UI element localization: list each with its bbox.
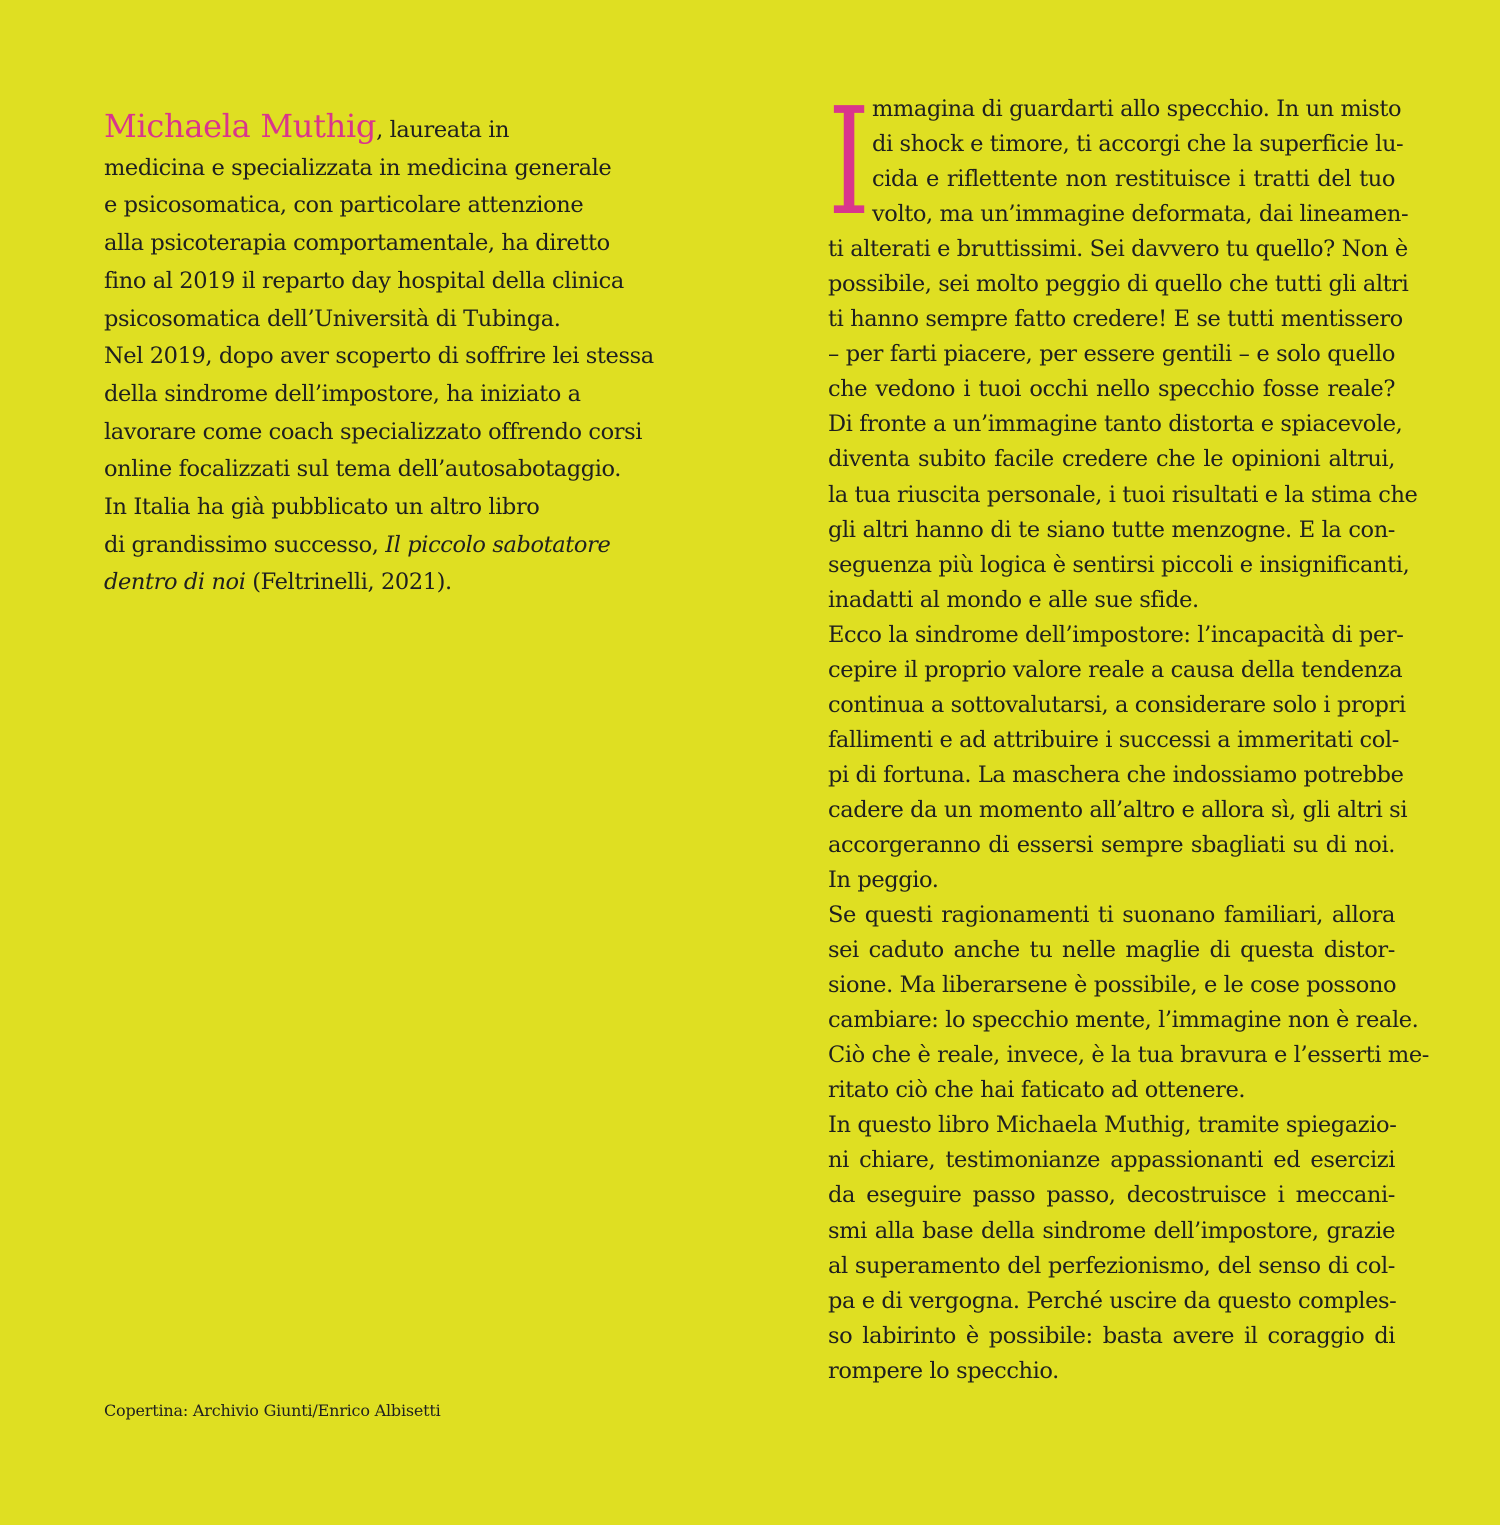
bio-line: Nel 2019, dopo aver scoperto di soffrire lei stessa [104,343,654,370]
bio-line: alla psicoterapia comportamentale, ha diretto [104,230,610,257]
book-title-cont: dentro di noi [104,569,246,596]
blurb-line: al superamento del perfezionismo, del senso di col- [828,1252,1395,1279]
blurb-line: gli altri hanno di te siano tutte menzogne. E la con- [828,516,1395,543]
blurb-line: seguenza più logica è sentirsi piccoli e insignificanti, [828,551,1410,578]
blurb-line: sione. Ma liberarsene è possibile, e le cose possono [828,972,1397,999]
blurb-line: smi alla base della sindrome dell’impostore, grazie [828,1217,1395,1244]
blurb-line: cepire il proprio valore reale a causa della tendenza [828,656,1403,683]
blurb-line: diventa subito facile credere che le opinioni altrui, [828,446,1395,473]
blurb-line: – per farti piacere, per essere gentili – e solo quello [828,341,1395,368]
book-title: Il piccolo sabotatore [385,531,611,558]
blurb-line: In peggio. [828,867,939,894]
blurb-line: cida e riflettente non restituisce i tratti del tuo [872,166,1395,193]
blurb-line: la tua riuscita personale, i tuoi risultati e la stima che [828,481,1418,508]
book-blurb [828,76,1429,1389]
blurb-line: Ecco la sindrome dell’impostore: l’incapacità di per- [828,621,1404,648]
blurb-line: ti hanno sempre fatto credere! E se tutti mentissero [828,306,1403,333]
bio-line: In Italia ha già pubblicato un altro libro [104,494,540,521]
bio-line: psicosomatica dell’Università di Tubinga. [104,305,561,332]
blurb-line: inadatti al mondo e alle sue sfide. [828,586,1199,613]
blurb-line: so labirinto è possibile: basta avere il coraggio di [828,1322,1395,1349]
blurb-line: pa e di vergogna. Perché uscire da questo comples- [828,1287,1397,1314]
blurb-line: Di fronte a un’immagine tanto distorta e spiacevole, [828,411,1403,438]
blurb-line: che vedono i tuoi occhi nello specchio fosse reale? [828,376,1395,403]
bio-line: online focalizzati sul tema dell’autosabotaggio. [104,456,622,483]
blurb-line: In questo libro Michaela Muthig, tramite spiegazio- [828,1112,1397,1139]
bio-line: di grandissimo successo, Il piccolo sabotatore [104,531,611,558]
blurb-line: da eseguire passo passo, decostruisce i meccani- [828,1182,1395,1209]
blurb-line: rompere lo specchio. [828,1357,1059,1384]
blurb-line: mmagina di guardarti allo specchio. In un misto [872,96,1402,122]
blurb-line: cambiare: lo specchio mente, l’immagine non è reale. [828,1007,1419,1034]
blurb-line: cadere da un momento all’altro e allora sì, gli altri si [828,796,1408,823]
author-bio [104,108,674,602]
blurb-line: sei caduto anche tu nelle maglie di questa distor- [828,937,1395,964]
author-name: Michaela Muthig [104,107,377,145]
blurb-line: Se questi ragionamenti ti suonano familiari, allora [828,902,1395,929]
blurb-line: possibile, sei molto peggio di quello che tutti gli altri [828,271,1409,298]
bio-line: medicina e specializzata in medicina generale [104,154,612,181]
blurb-line: ritato ciò che hai faticato ad ottenere. [828,1077,1246,1104]
blurb-line: volto, ma un’immagine deformata, dai lineamen- [872,201,1409,228]
blurb-line: Ciò che è reale, invece, è la tua bravura e l’esserti me- [828,1042,1429,1069]
blurb-line: ti alterati e bruttissimi. Sei davvero tu quello? Non è [828,236,1408,263]
blurb-line: accorgeranno di essersi sempre sbagliati su di noi. [828,831,1395,858]
cover-credit: Copertina: Archivio Giunti/Enrico Albisetti [104,1401,441,1420]
bio-line: della sindrome dell’impostore, ha iniziato a [104,380,581,407]
blurb-line: ni chiare, testimonianze appassionanti ed esercizi [828,1147,1395,1174]
bio-line [104,564,674,602]
drop-cap: I [828,76,871,248]
bio-line: Michaela Muthig, laureata in [104,107,510,145]
bio-line: lavorare come coach specializzato offrendo corsi [104,418,643,445]
blurb-line: fallimenti e ad attribuire i successi a immeritati col- [828,726,1399,753]
blurb-line: continua a sottovalutarsi, a considerare solo i propri [828,691,1406,718]
blurb-line: di shock e timore, ti accorgi che la superficie lu- [872,131,1404,158]
bio-line: fino al 2019 il reparto day hospital della clinica [104,267,624,294]
book-publisher: (Feltrinelli, 2021). [245,569,452,596]
bio-line: e psicosomatica, con particolare attenzione [104,192,584,219]
blurb-line: pi di fortuna. La maschera che indossiamo potrebbe [828,761,1404,788]
